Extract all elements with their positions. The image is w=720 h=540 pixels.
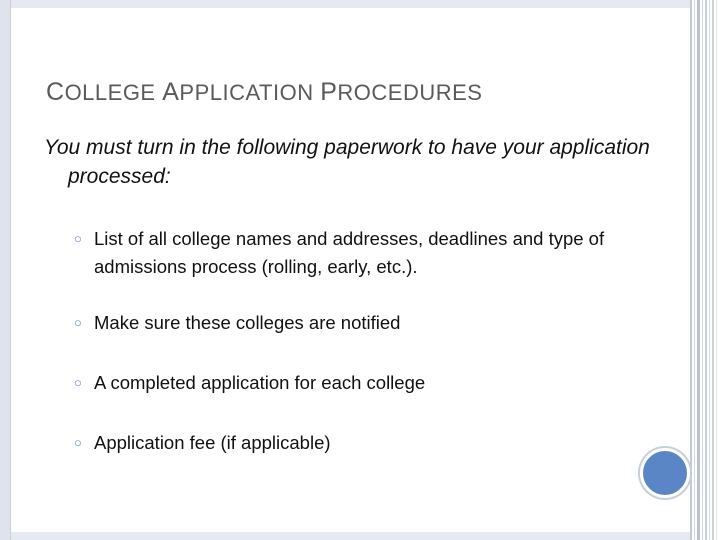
title-text: OLLEGE xyxy=(64,80,163,105)
list-item xyxy=(74,309,654,337)
slide-frame-top xyxy=(0,0,690,8)
bullet-text: Application fee (if applicable) xyxy=(94,432,331,453)
title-initial: P xyxy=(320,78,338,106)
decorative-stripes xyxy=(690,0,720,540)
stripe xyxy=(690,0,692,540)
bullet-icon: ○ xyxy=(74,315,82,330)
stripe xyxy=(694,0,695,540)
bullet-icon: ○ xyxy=(74,375,82,390)
slide-title xyxy=(46,78,482,107)
bullet-text: List of all college names and addresses, deadlines and type of admissions process (rolling, early, etc.). xyxy=(94,228,605,277)
title-initial: C xyxy=(46,78,65,106)
stripe xyxy=(709,0,710,540)
slide-frame-bottom xyxy=(0,532,690,540)
bullet-icon: ○ xyxy=(74,231,82,246)
stripe xyxy=(712,0,714,540)
bullet-icon: ○ xyxy=(74,435,82,450)
bullet-text: Make sure these colleges are notified xyxy=(94,312,401,333)
intro-text: You must turn in the following paperwork to have your application processed: xyxy=(44,136,650,188)
title-text: ROCEDURES xyxy=(337,80,483,105)
title-initial: A xyxy=(162,78,180,106)
slide-frame-left xyxy=(0,0,11,540)
stripe xyxy=(697,0,700,540)
stripe xyxy=(716,0,717,540)
stripe xyxy=(705,0,707,540)
bullet-text: A completed application for each college xyxy=(94,372,426,393)
list-item xyxy=(74,369,654,397)
list-item xyxy=(74,225,654,281)
title-text: PPLICATION xyxy=(179,80,321,105)
list-item xyxy=(74,429,654,457)
stripe xyxy=(702,0,703,540)
